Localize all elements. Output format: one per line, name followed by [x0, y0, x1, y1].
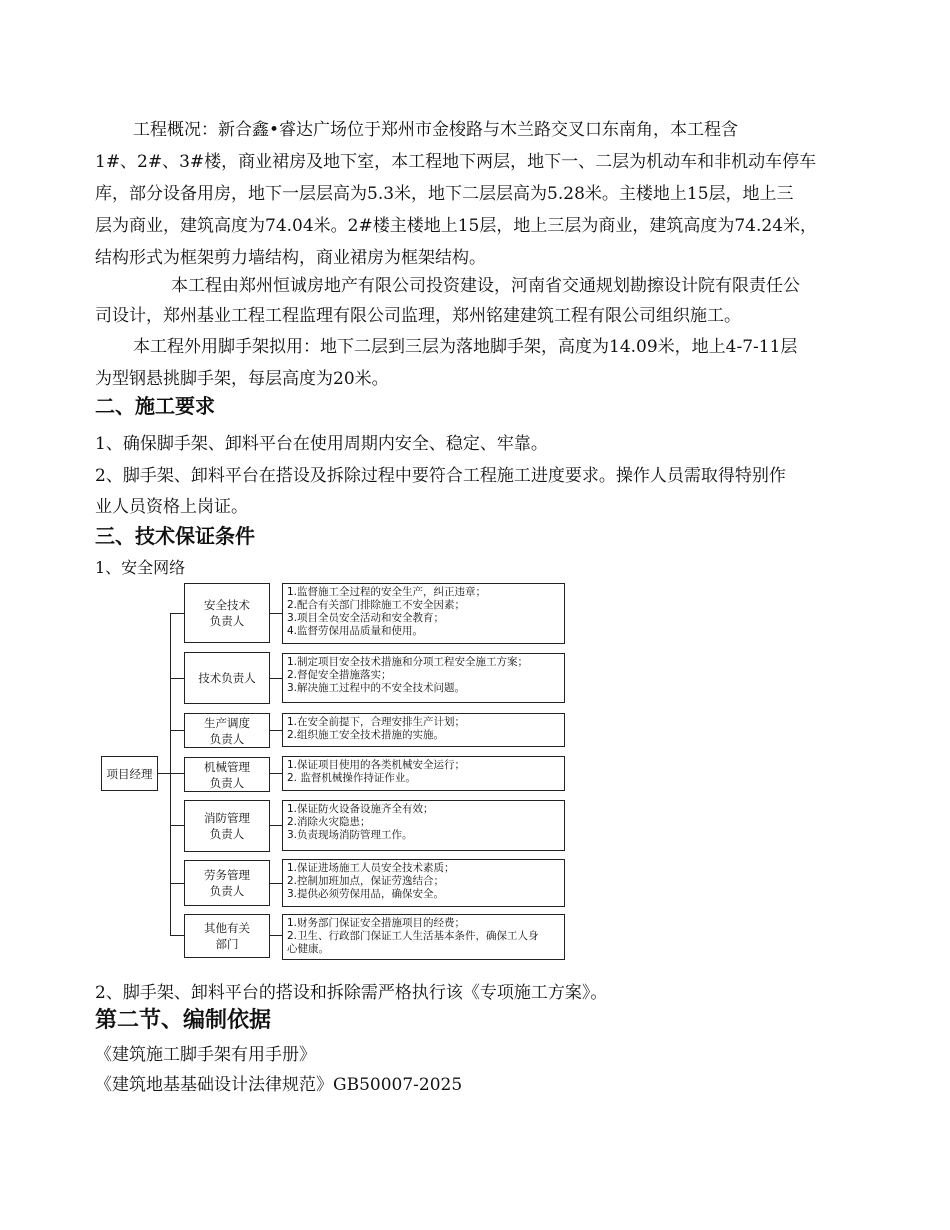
duty-item: 1.监督施工全过程的安全生产，纠正违章；	[287, 586, 487, 598]
section-2-item-1: 1、确保脚手架、卸料平台在使用周期内安全、稳定、牢靠。	[95, 434, 548, 454]
basis-heading: 第二节、编制依据	[95, 1008, 272, 1033]
scaffold-line-2: 为型钢悬挑脚手架，每层高度为20米。	[95, 369, 389, 389]
org-root-project-manager: 项目经理	[101, 756, 158, 791]
org-branch	[270, 678, 282, 679]
duty-item: 2.组织施工安全技术措施的实施。	[287, 729, 445, 741]
duty-item: 2. 监督机械操作持证作业。	[287, 772, 416, 784]
investment-line-2: 司设计，郑州基业工程工程监理有限公司监理，郑州铭建建筑工程有限公司组织施工。	[95, 306, 741, 326]
role-tech-lead: 技术负责人	[184, 652, 270, 704]
duty-item: 2.配合有关部门排除施工不安全因素；	[287, 599, 466, 611]
section-2-item-2-cont: 业人员资格上岗证。	[95, 497, 248, 517]
section-3-heading: 三、技术保证条件	[95, 524, 255, 548]
org-branch	[170, 678, 184, 679]
duties-other-depts	[282, 914, 565, 960]
org-branch	[170, 825, 184, 826]
investment-line-1: 本工程由郑州恒诚房地产有限公司投资建设，河南省交通规划勘擦设计院有限责任公	[171, 276, 800, 296]
org-branch	[270, 773, 282, 774]
role-machinery: 机械管理 负责人	[184, 757, 270, 792]
section-2-heading: 二、施工要求	[95, 394, 215, 418]
role-labor: 劳务管理 负责人	[184, 860, 270, 906]
duty-item: 3.负责现场消防管理工作。	[287, 829, 413, 841]
basis-ref-2: 《建筑地基基础设计法律规范》GB50007-2025	[95, 1075, 463, 1095]
role-production: 生产调度 负责人	[184, 713, 270, 748]
duty-item: 1.保证项目使用的各类机械安全运行；	[287, 759, 466, 771]
duty-item: 3.项目全员安全活动和安全教育；	[287, 612, 445, 624]
scaffold-line-1: 本工程外用脚手架拟用：地下二层到三层为落地脚手架，高度为14.09米，地上4-7-11层	[133, 337, 798, 357]
org-branch	[270, 935, 282, 936]
org-branch	[270, 825, 282, 826]
duty-item: 2.控制加班加点，保证劳逸结合；	[287, 875, 445, 887]
role-safety-tech: 安全技术 负责人	[184, 583, 270, 643]
duty-item: 2.卫生、行政部门保证工人生活基本条件，确保工人身	[287, 930, 539, 942]
overview-line-2: 1#、2#、3#楼，商业裙房及地下室，本工程地下两层，地下一、二层为机动车和非机动车停车	[95, 152, 817, 172]
org-branch	[170, 883, 184, 884]
basis-ref-1: 《建筑施工脚手架有用手册》	[95, 1045, 316, 1065]
role-fire: 消防管理 负责人	[184, 800, 270, 852]
org-branch	[170, 613, 184, 614]
duties-safety-tech	[282, 583, 565, 644]
org-branch	[270, 730, 282, 731]
duty-item: 1.保证防火设备设施齐全有效；	[287, 803, 434, 815]
duties-tech-lead	[282, 653, 565, 703]
duty-item: 3.提供必须劳保用品，确保安全。	[287, 888, 445, 900]
duties-labor	[282, 859, 565, 907]
org-branch	[170, 935, 184, 936]
safety-network-label: 1、安全网络	[95, 558, 186, 577]
section-2-item-2: 2、脚手架、卸料平台在搭设及拆除过程中要符合工程施工进度要求。操作人员需取得特别作	[95, 466, 786, 486]
duties-fire	[282, 800, 565, 851]
duties-production	[282, 713, 565, 747]
org-branch	[170, 773, 184, 774]
duty-item: 4.监督劳保用品质量和使用。	[287, 625, 424, 637]
org-branch	[270, 613, 282, 614]
duty-item: 2.督促安全措施落实；	[287, 669, 392, 681]
org-spine	[170, 613, 171, 936]
duty-item: 1.在安全前提下，合理安排生产计划；	[287, 716, 466, 728]
overview-line-1: 工程概况：新合鑫•睿达广场位于郑州市金梭路与木兰路交叉口东南角，本工程含	[133, 120, 739, 140]
duty-item: 2.消除火灾隐患；	[287, 816, 371, 828]
org-branch	[170, 730, 184, 731]
role-other-depts: 其他有关 部门	[184, 914, 270, 958]
overview-line-4: 层为商业，建筑高度为74.04米。2#楼主楼地上15层，地上三层为商业，建筑高度为74.24米，	[95, 216, 818, 236]
overview-line-5: 结构形式为框架剪力墙结构，商业裙房为框架结构。	[95, 248, 486, 268]
org-branch	[270, 883, 282, 884]
duty-item: 1.财务部门保证安全措施项目的经费；	[287, 917, 466, 929]
overview-line-3: 库，部分设备用房，地下一层层高为5.3米，地下二层层高为5.28米。主楼地上15层，地上三	[95, 184, 794, 204]
scaffold-plan-note: 2、脚手架、卸料平台的搭设和拆除需严格执行该《专项施工方案》。	[95, 983, 608, 1003]
duty-item: 1.保证进场施工人员安全技术素质；	[287, 862, 455, 874]
duty-item: 3.解决施工过程中的不安全技术问题。	[287, 682, 466, 694]
duty-item: 心健康。	[287, 943, 329, 955]
duty-item: 1.制定项目安全技术措施和分项工程安全施工方案；	[287, 656, 529, 668]
duties-machinery	[282, 756, 565, 791]
